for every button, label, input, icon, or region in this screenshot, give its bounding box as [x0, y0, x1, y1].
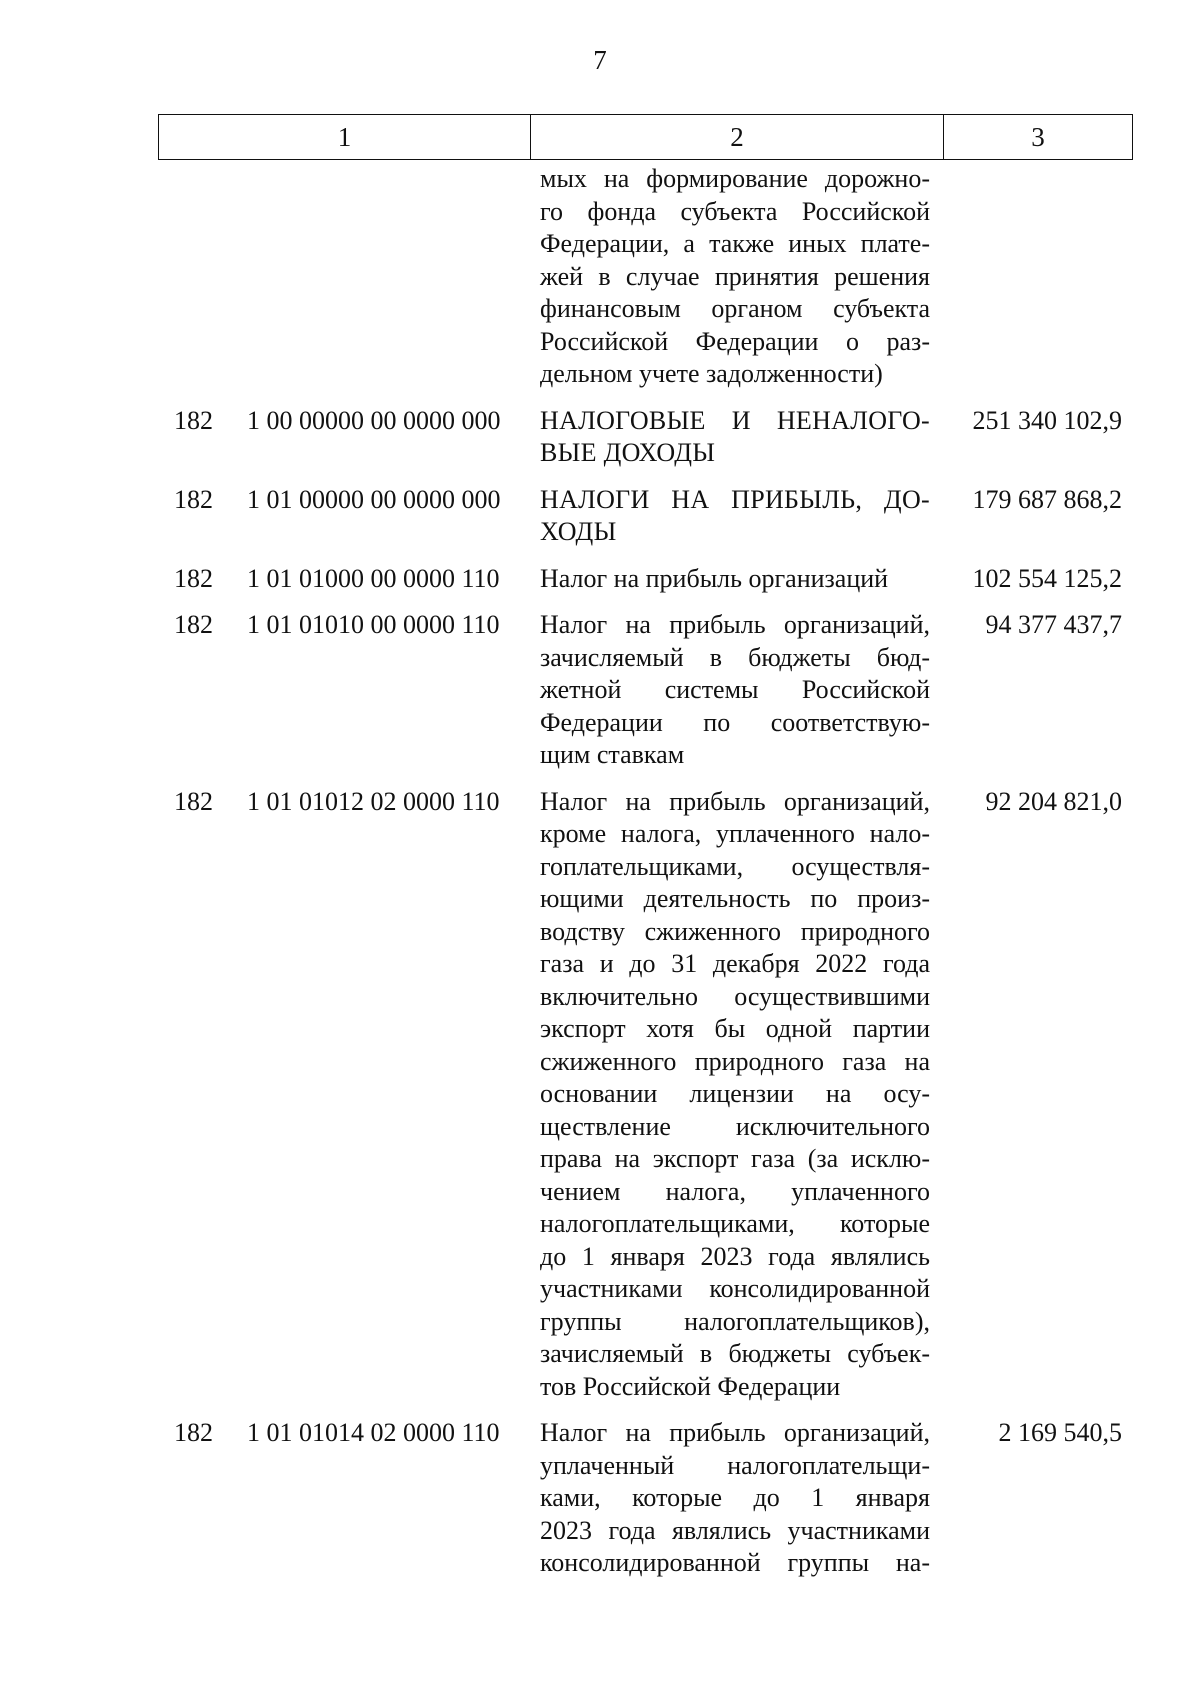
amount: 2 169 540,5	[998, 1418, 1122, 1447]
income-name-line: тов Российской Федерации	[540, 1371, 841, 1401]
income-name	[540, 405, 930, 470]
continuation-line: жей в случае принятия решения	[540, 261, 930, 291]
admin-code: 182	[174, 484, 213, 514]
income-name-line: уплаченный налогоплательщи-	[540, 1450, 930, 1480]
income-name-line: газа и до 31 декабря 2022 года	[540, 949, 930, 978]
amount: 94 377 437,7	[985, 610, 1122, 639]
continuation-row	[0, 163, 1200, 391]
income-name	[540, 609, 930, 772]
income-name-line: участниками консолидированной	[540, 1274, 930, 1303]
income-name-line: щим ставкам	[540, 740, 685, 769]
income-name-line: 2023 года являлись участниками	[540, 1515, 930, 1545]
income-name-line: Налог на прибыль организаций,	[540, 1418, 930, 1447]
table-row	[0, 786, 1200, 1404]
income-name-line: до 1 января 2023 года являлись	[540, 1241, 930, 1271]
admin-code: 182	[174, 1418, 213, 1447]
income-name	[540, 1417, 930, 1580]
income-name-line: чением налога, уплаченного	[540, 1176, 930, 1206]
continuation-line: го фонда субъекта Российской	[540, 196, 930, 226]
income-name-line: включительно осуществившими	[540, 981, 930, 1011]
income-name-line: НАЛОГИ НА ПРИБЫЛЬ, ДО-	[540, 484, 930, 514]
amount: 92 204 821,0	[985, 786, 1122, 816]
income-name-line: зачисляемый в бюджеты субъек-	[540, 1339, 930, 1368]
budget-classification-code: 1 01 00000 00 0000 000	[247, 484, 501, 514]
continuation-line: Федерации, а также иных плате-	[540, 229, 930, 258]
admin-code: 182	[174, 405, 213, 435]
income-name-line: Налог на прибыль организаций,	[540, 786, 930, 816]
header-col-3: 3	[1031, 121, 1045, 152]
budget-classification-code: 1 01 01012 02 0000 110	[247, 786, 500, 816]
continuation-line: мых на формирование дорожно-	[540, 164, 930, 193]
income-name-line: налогоплательщиками, которые	[540, 1209, 930, 1238]
continuation-line: Российской Федерации о раз-	[540, 326, 930, 356]
budget-classification-code: 1 00 00000 00 0000 000	[247, 405, 501, 435]
table-header	[158, 114, 1133, 160]
table-row	[0, 1417, 1200, 1580]
income-name-line: Налог на прибыль организаций,	[540, 610, 930, 639]
income-name-line: жетной системы Российской	[540, 675, 930, 704]
continuation-line: дельном учете задолженности)	[540, 359, 883, 388]
income-name-line: Налог на прибыль организаций	[540, 563, 889, 593]
income-name-line: гоплательщиками, осуществля-	[540, 851, 930, 881]
table-body	[0, 163, 1200, 1594]
amount: 102 554 125,2	[972, 563, 1122, 593]
income-name-line: основании лицензии на осу-	[540, 1079, 930, 1108]
income-name-line: НАЛОГОВЫЕ И НЕНАЛОГО-	[540, 405, 930, 435]
continuation-text	[540, 163, 930, 391]
budget-classification-code: 1 01 01000 00 0000 110	[247, 563, 500, 593]
admin-code: 182	[174, 563, 213, 593]
page-number: 7	[593, 45, 607, 75]
income-name	[540, 786, 930, 1404]
income-name	[540, 563, 930, 596]
income-name-line: ВЫЕ ДОХОДЫ	[540, 438, 716, 467]
amount: 251 340 102,9	[972, 405, 1122, 435]
income-name-line: ХОДЫ	[540, 517, 617, 546]
table-row	[0, 405, 1200, 470]
budget-classification-code: 1 01 01014 02 0000 110	[247, 1418, 500, 1447]
income-name-line: сжиженного природного газа на	[540, 1046, 930, 1076]
income-name-line: кроме налога, уплаченного нало-	[540, 819, 930, 848]
income-name	[540, 484, 930, 549]
income-name-line: ществление исключительного	[540, 1111, 930, 1141]
admin-code: 182	[174, 786, 213, 816]
income-name-line: ющими деятельность по произ-	[540, 884, 930, 913]
amount: 179 687 868,2	[972, 484, 1122, 514]
header-col-1: 1	[159, 115, 531, 159]
income-name-line: зачисляемый в бюджеты бюд-	[540, 642, 930, 672]
income-name-line: ками, которые до 1 января	[540, 1483, 930, 1512]
budget-classification-code: 1 01 01010 00 0000 110	[247, 610, 500, 639]
income-name-line: водству сжиженного природного	[540, 916, 930, 946]
table-row	[0, 609, 1200, 772]
income-name-line: группы налогоплательщиков),	[540, 1306, 930, 1336]
income-name-line: Федерации по соответствую-	[540, 707, 930, 737]
income-name-line: консолидированной группы на-	[540, 1548, 930, 1577]
header-col-2: 2	[531, 115, 944, 159]
continuation-line: финансовым органом субъекта	[540, 294, 930, 323]
income-name-line: права на экспорт газа (за исклю-	[540, 1144, 930, 1173]
table-row	[0, 484, 1200, 549]
admin-code: 182	[174, 610, 213, 639]
income-name-line: экспорт хотя бы одной партии	[540, 1014, 930, 1043]
table-row	[0, 563, 1200, 596]
